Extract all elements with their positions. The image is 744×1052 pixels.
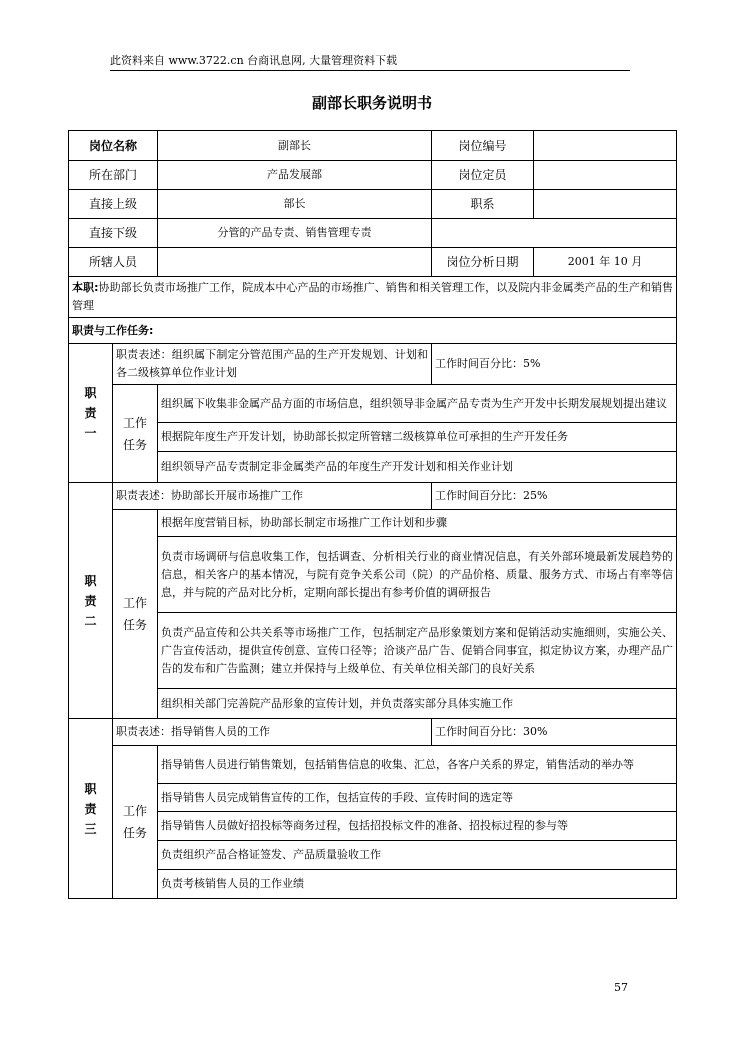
duty-3-description: 职责表述：指导销售人员的工作 [113, 719, 432, 746]
source-header: 此资料来自 www.3722.cn 台商讯息网, 大量管理资料下载 [110, 52, 630, 71]
grade-value [534, 190, 677, 219]
info-row-superior [69, 190, 677, 219]
duty-2-description: 职责表述：协助部长开展市场推广工作 [113, 483, 432, 510]
duty-3-task-row [69, 870, 677, 899]
tasks-heading: 职责与工作任务: [69, 318, 677, 344]
duty-1-description-row [69, 344, 677, 385]
staff-label: 所辖人员 [69, 248, 158, 277]
grade-label: 职系 [432, 190, 534, 219]
subordinate-label: 直接下级 [69, 219, 158, 248]
duty-1-task-row [69, 385, 677, 423]
duty-summary [69, 277, 677, 318]
dept-label: 所在部门 [69, 161, 158, 190]
duty-1-task-2: 根据院年度生产开发计划，协助部长拟定所管辖二级核算单位可承担的生产开发任务 [158, 423, 677, 452]
superior-label: 直接上级 [69, 190, 158, 219]
duty-2-percent: 工作时间百分比：25% [432, 483, 677, 510]
duty-3-task-row [69, 784, 677, 812]
analysis-date-label: 岗位分析日期 [432, 248, 534, 277]
info-row-subordinate [69, 219, 677, 248]
subordinate-value: 分管的产品专责、销售管理专责 [158, 219, 432, 248]
post-no-label: 岗位编号 [432, 131, 534, 161]
duty-3-task-row [69, 812, 677, 841]
analysis-date-value: 2001 年 10 月 [534, 248, 677, 277]
duty-summary-text: 协助部长负责市场推广工作，院成本中心产品的市场推广、销售和相关管理工作，以及院内非金属类产品的生产和销售管理 [72, 281, 674, 312]
duty-1-task-row [69, 423, 677, 452]
duty-summary-row [69, 277, 677, 318]
duty-2-label: 职 责 二 [69, 483, 113, 719]
duty-3-task-2: 指导销售人员完成销售宣传的工作，包括宣传的手段、宣传时间的选定等 [158, 784, 677, 812]
job-description-table [68, 130, 677, 899]
duty-3-work-task-label: 工作 任务 [113, 746, 158, 899]
dept-value: 产品发展部 [158, 161, 432, 190]
duty-1-task-3: 组织领导产品专责制定非金属类产品的年度生产开发计划和相关作业计划 [158, 452, 677, 483]
duty-1-work-task-label: 工作 任务 [113, 385, 158, 483]
duty-1-task-1: 组织属下收集非金属产品方面的市场信息，组织领导非金属产品专责为生产开发中长期发展规划提出建议 [158, 385, 677, 423]
duty-1-task-row [69, 452, 677, 483]
post-name-value: 副部长 [158, 131, 432, 161]
staff-value [158, 248, 432, 277]
duty-1-description: 职责表述：组织属下制定分管范围产品的生产开发规划、计划和各二级核算单位作业计划 [113, 344, 432, 385]
subordinate-empty [432, 219, 677, 248]
duty-3-task-4: 负责组织产品合格证签发、产品质量验收工作 [158, 841, 677, 870]
duty-3-task-3: 指导销售人员做好招投标等商务过程，包括招投标文件的准备、招投标过程的参与等 [158, 812, 677, 841]
duty-1-label: 职 责 一 [69, 344, 113, 483]
duty-3-label: 职 责 三 [69, 719, 113, 899]
duty-2-work-task-label: 工作 任务 [113, 510, 158, 719]
tasks-heading-row [69, 318, 677, 344]
quota-label: 岗位定员 [432, 161, 534, 190]
post-name-label: 岗位名称 [69, 131, 158, 161]
info-row-dept [69, 161, 677, 190]
duty-2-task-2: 负责市场调研与信息收集工作，包括调查、分析相关行业的商业情况信息，有关外部环境最新发展趋势的信息，相关客户的基本情况，与院有竞争关系公司（院）的产品价格、质量、服务方式、市场占有率等信息，并与院的产品对比分析，定期向部长提出有参考价值的调研报告 [158, 537, 677, 613]
duty-2-task-1: 根据年度营销目标，协助部长制定市场推广工作计划和步骤 [158, 510, 677, 537]
info-row-post-name [69, 131, 677, 161]
duty-3-task-5: 负责考核销售人员的工作业绩 [158, 870, 677, 899]
quota-value [534, 161, 677, 190]
duty-summary-label: 本职: [72, 281, 99, 294]
duty-2-task-row [69, 537, 677, 613]
duty-1-percent: 工作时间百分比：5% [432, 344, 677, 385]
duty-2-task-row [69, 689, 677, 719]
info-row-staff [69, 248, 677, 277]
duty-3-task-row [69, 841, 677, 870]
duty-2-task-4: 组织相关部门完善院产品形象的宣传计划，并负责落实部分具体实施工作 [158, 689, 677, 719]
duty-2-task-row [69, 510, 677, 537]
duty-3-description-row [69, 719, 677, 746]
document-title: 副部长职务说明书 [311, 94, 432, 112]
superior-value: 部长 [158, 190, 432, 219]
page-number: 57 [614, 981, 628, 994]
duty-3-percent: 工作时间百分比：30% [432, 719, 677, 746]
duty-2-task-3: 负责产品宣传和公共关系等市场推广工作，包括制定产品形象策划方案和促销活动实施细则，实施公关、广告宣传活动，提供宣传创意、宣传口径等；洽谈产品广告、促销合同事宜，拟定协议方案，办理产品广告的发布和广告监测；建立并保持与上级单位、有关单位相关部门的良好关系 [158, 613, 677, 689]
duty-3-task-1: 指导销售人员进行销售策划，包括销售信息的收集、汇总，各客户关系的界定，销售活动的举办等 [158, 746, 677, 784]
duty-2-task-row [69, 613, 677, 689]
post-no-value [534, 131, 677, 161]
duty-3-task-row [69, 746, 677, 784]
duty-2-description-row [69, 483, 677, 510]
